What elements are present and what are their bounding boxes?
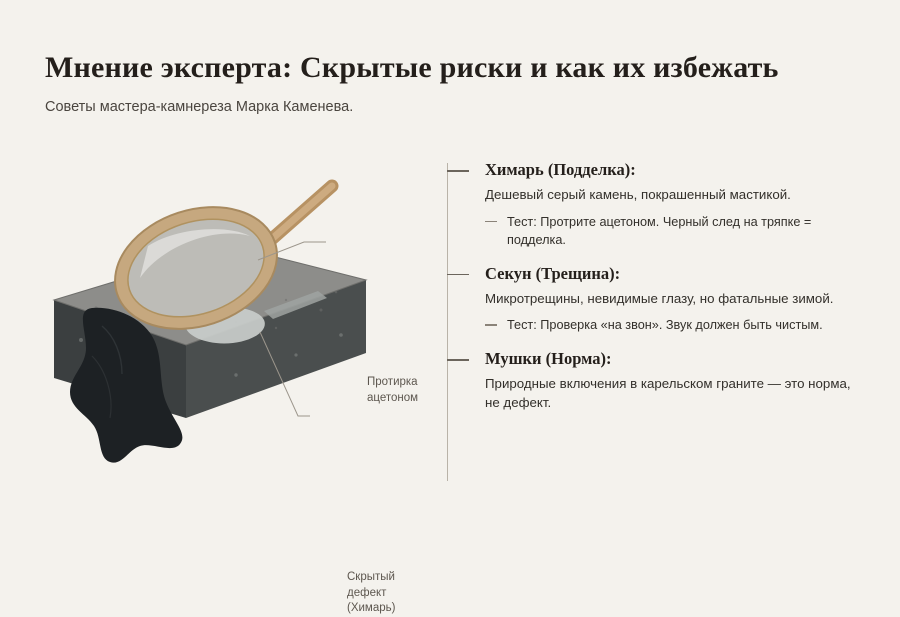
- sub-dash-icon: [485, 221, 497, 222]
- page-title: Мнение эксперта: Скрытые риски и как их избежать: [45, 51, 779, 84]
- risk-item-mushki: [447, 349, 867, 413]
- callout-hidden-defect: [347, 570, 436, 617]
- callout-acetone-line1: Протирка: [367, 376, 418, 388]
- callout-acetone-line2: ацетоном: [367, 391, 419, 404]
- dash-icon: [447, 170, 469, 172]
- header: [45, 50, 865, 115]
- risk-list: [447, 160, 867, 413]
- granite-illustration: [36, 150, 436, 480]
- risk-description: Природные включения в карельском граните — это норма, не дефект.: [485, 376, 851, 411]
- risk-test-note: [485, 213, 867, 249]
- page-subtitle: Советы мастера-камнереза Марка Каменева.: [45, 99, 354, 115]
- risk-test-text: Тест: Протрите ацетоном. Черный след на тряпке = подделка.: [507, 214, 812, 247]
- risk-item-himar: [447, 160, 867, 249]
- callout-defect-line2: (Химарь): [347, 602, 396, 615]
- callout-defect-line1: Скрытый дефект: [347, 571, 395, 599]
- callout-acetone-wipe: [367, 375, 418, 406]
- risk-description: Дешевый серый камень, покрашенный мастикой.: [485, 186, 791, 202]
- illustration: [36, 150, 436, 615]
- risk-test-note: [485, 316, 867, 334]
- risk-title: Химарь (Подделка):: [485, 160, 636, 179]
- sub-dash-icon: [485, 324, 497, 325]
- risk-title: Секун (Трещина):: [485, 263, 621, 283]
- dash-icon: [447, 359, 469, 361]
- dash-icon: [447, 274, 469, 276]
- risk-description: Микротрещины, невидимые глазу, но фатальные зимой.: [485, 290, 834, 306]
- risk-item-sekun: [447, 264, 867, 335]
- risk-test-text: Тест: Проверка «на звон». Звук должен быть чистым.: [507, 318, 823, 333]
- risk-title: Мушки (Норма):: [485, 349, 612, 369]
